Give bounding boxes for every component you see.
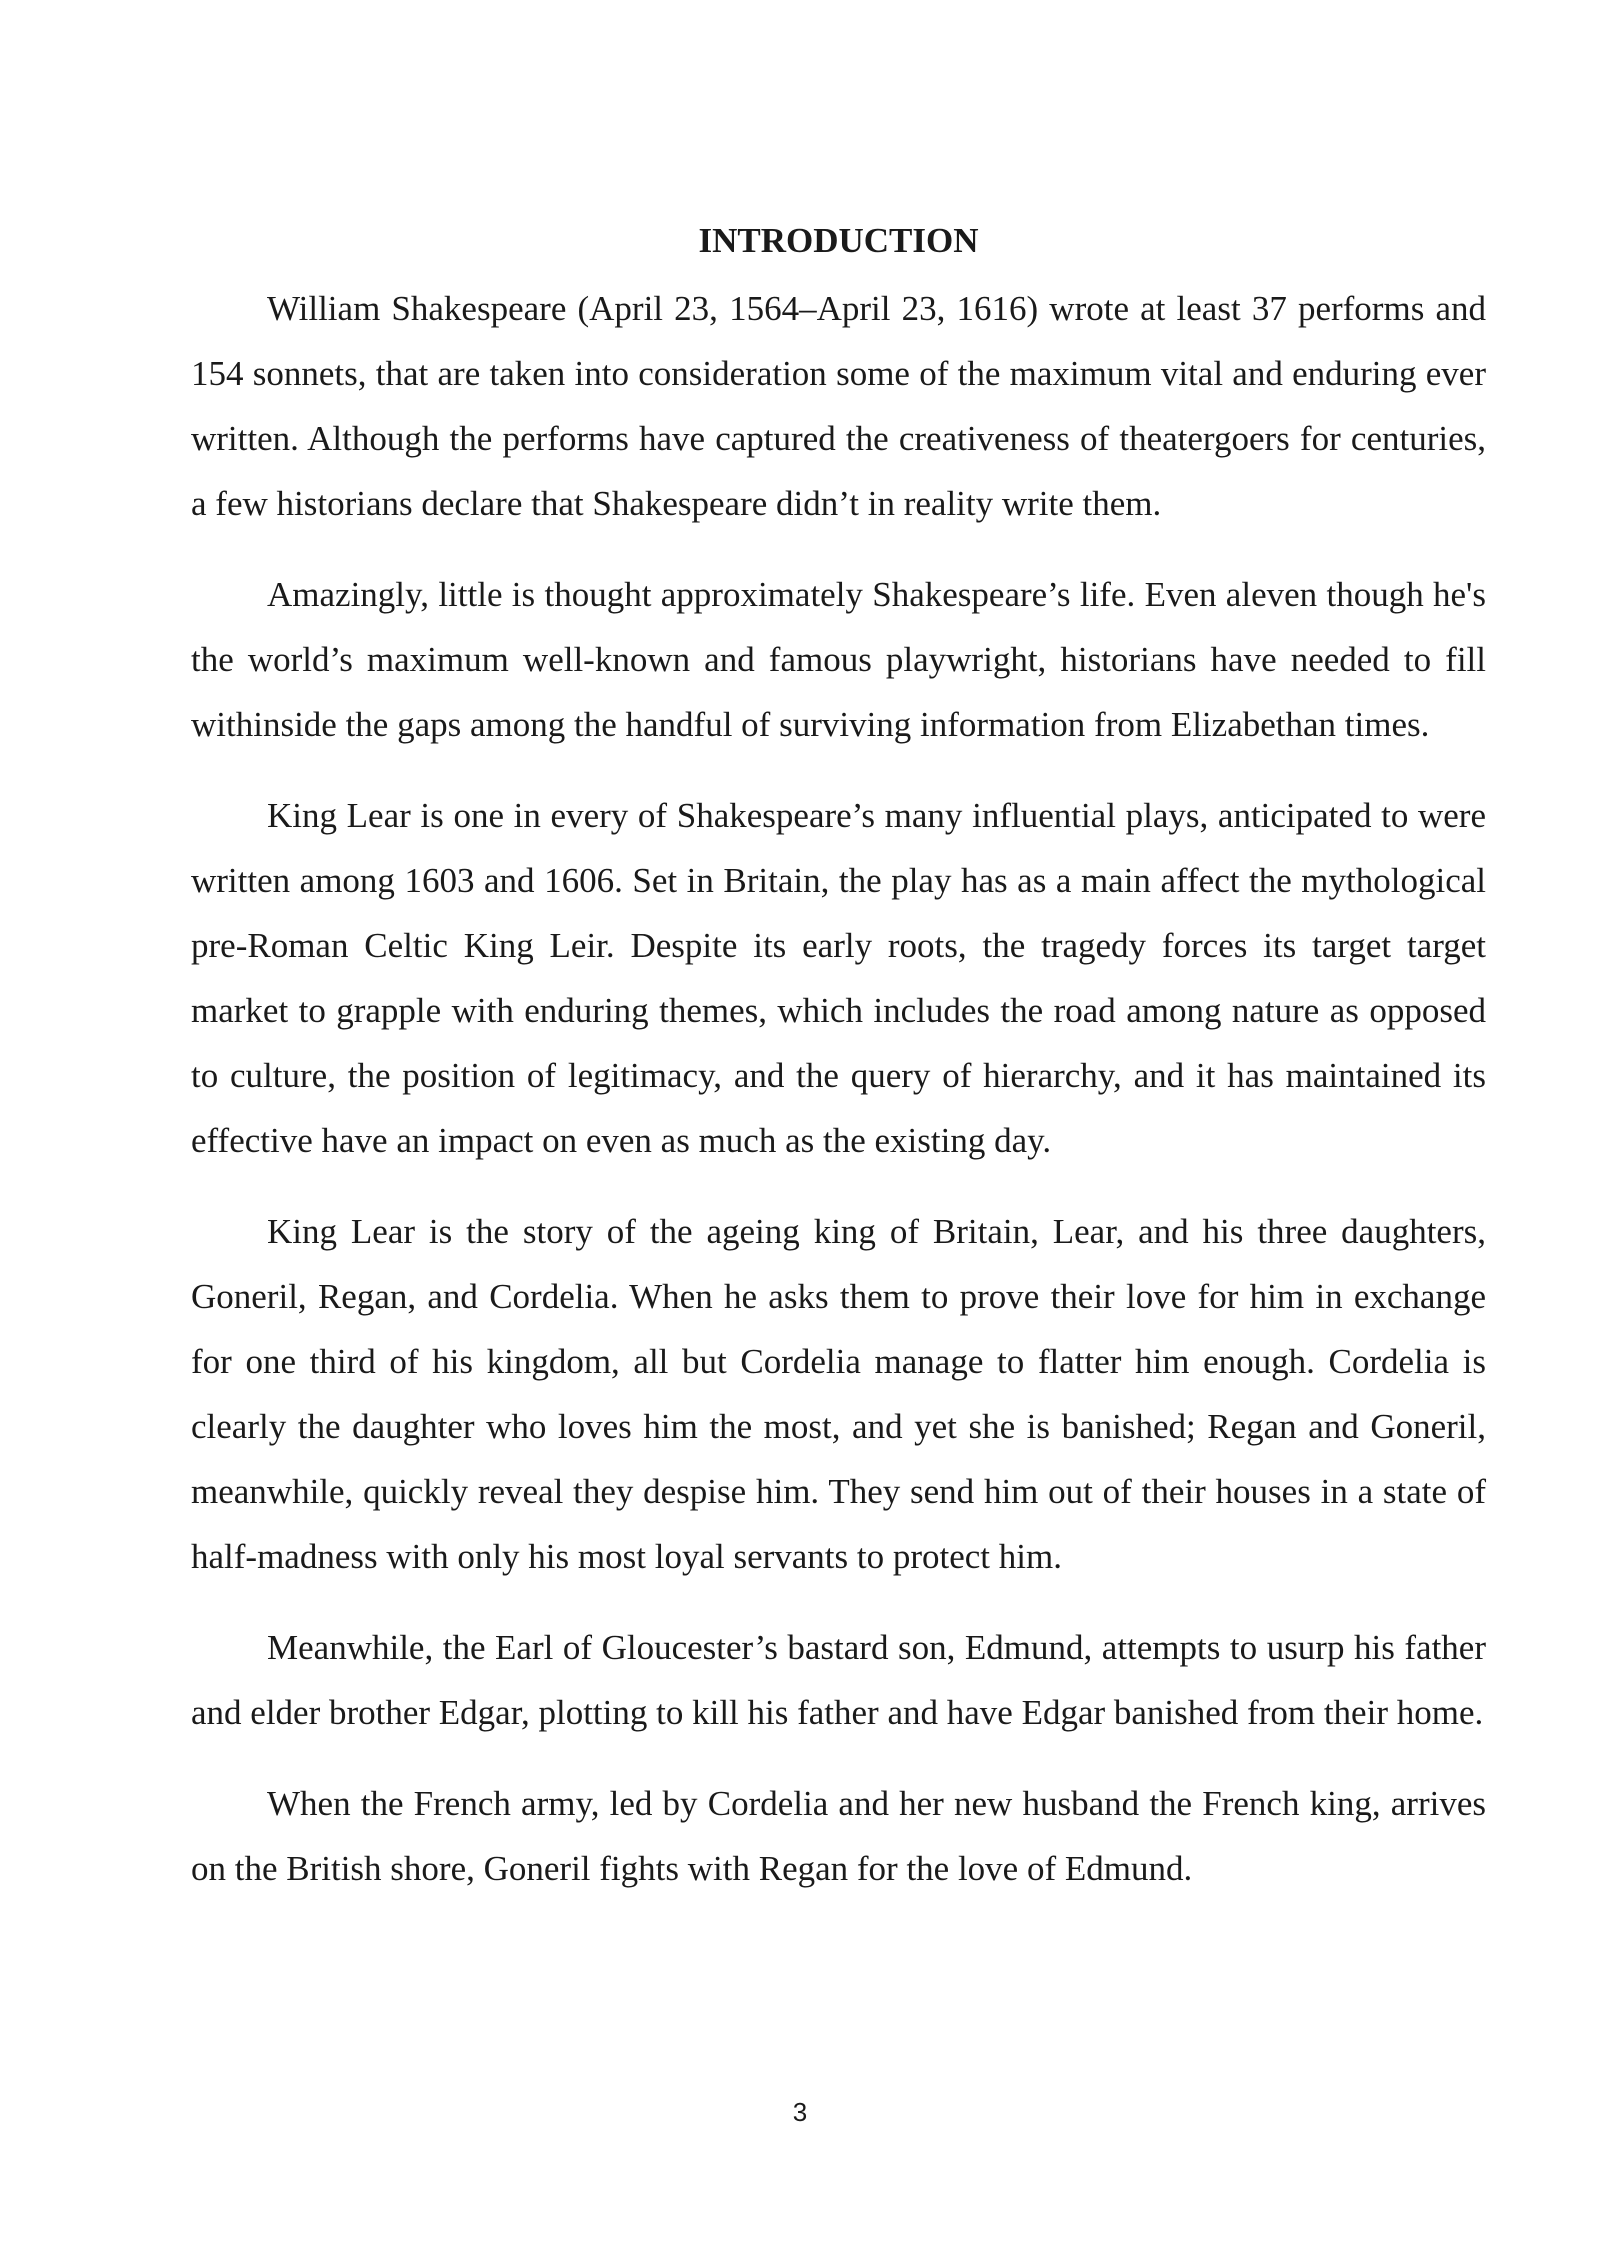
paragraph: Amazingly, little is thought approximately Shakespeare’s life. Even aleven though he's the world’s maximum well-known and famous playwright, historians have needed to fill withinside the gaps among the handful of surviving information from Elizabethan times. [191, 575, 1486, 744]
paragraph: Meanwhile, the Earl of Gloucester’s bastard son, Edmund, attempts to usurp his father and elder brother Edgar, plotting to kill his father and have Edgar banished from their home. [191, 1628, 1486, 1732]
paragraph: King Lear is one in every of Shakespeare’s many influential plays, anticipated to were written among 1603 and 1606. Set in Britain, the play has as a main affect the mythological pre-Roman Celtic King Leir. Despite its early roots, the tragedy forces its target target market to grapple with enduring themes, which includes the road among nature as opposed to culture, the position of legitimacy, and the query of hierarchy, and it has maintained its effective have an impact on even as much as the existing day. [191, 796, 1486, 1160]
section-title: INTRODUCTION [698, 221, 979, 260]
document-body [191, 214, 1486, 1901]
paragraph: King Lear is the story of the ageing king of Britain, Lear, and his three daughters, Goneril, Regan, and Cordelia. When he asks them to prove their love for him in exchange for one third of his kingdom, all but Cordelia manage to flatter him enough. Cordelia is clearly the daughter who loves him the most, and yet she is banished; Regan and Goneril, meanwhile, quickly reveal they despise him. They send him out of their houses in a state of half-madness with only his most loyal servants to protect him. [191, 1212, 1486, 1576]
paragraph: When the French army, led by Cordelia and her new husband the French king, arrives on the British shore, Goneril fights with Regan for the love of Edmund. [191, 1784, 1486, 1888]
page-number: 3 [792, 2097, 808, 2127]
paragraph: William Shakespeare (April 23, 1564–April 23, 1616) wrote at least 37 performs and 154 sonnets, that are taken into consideration some of the maximum vital and enduring ever written. Although the performs have captured the creativeness of theatergoers for centuries, a few historians declare that Shakespeare didn’t in reality write them. [191, 289, 1486, 523]
